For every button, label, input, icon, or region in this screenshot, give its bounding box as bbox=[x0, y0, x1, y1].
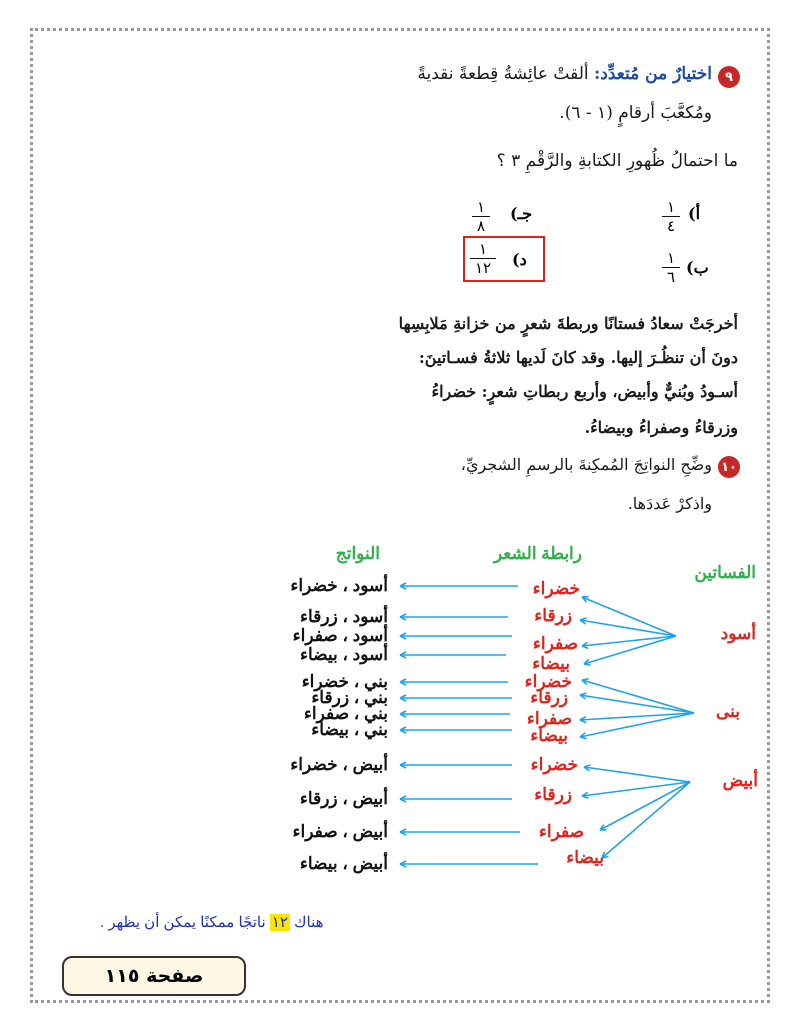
outcome-3: أسود ، صفراء bbox=[292, 626, 388, 645]
option-d-label[interactable]: د) bbox=[512, 250, 527, 269]
ribbon-brown-green: خضراء bbox=[524, 672, 572, 691]
ribbon-white-yellow: صفراء bbox=[538, 822, 584, 841]
ribbon-black-white: بيضاء bbox=[532, 654, 570, 673]
answer-sentence bbox=[100, 913, 324, 931]
ribbon-brown-blue: زرقاء bbox=[530, 688, 568, 707]
paragraph-line-3: أسـودُ وبُنيٌّ وأبيض، وأربع ربطاتِ شعرٍ: خضراءُ bbox=[431, 382, 738, 401]
option-c-fraction: ١ ٨ bbox=[472, 199, 490, 234]
ribbon-brown-white: بيضاء bbox=[530, 726, 568, 745]
outcome-5: بني ، خضراء bbox=[301, 672, 388, 691]
ribbon-white-blue: زرقاء bbox=[534, 785, 572, 804]
outcome-7: بني ، صفراء bbox=[303, 704, 388, 723]
paragraph-line-2: دونَ أن تنظُـرَ إليها. وقد كانَ لَديها ثلاثةُ فسـاتينَ: bbox=[418, 348, 738, 367]
outcome-11: أبيض ، صفراء bbox=[292, 822, 388, 841]
branch-dress1-ribbon1 bbox=[582, 597, 676, 636]
outcome-10: أبيض ، زرقاء bbox=[299, 789, 388, 808]
outcome-4: أسود ، بيضاء bbox=[299, 645, 388, 664]
branch-dress3-ribbon4 bbox=[602, 782, 690, 858]
ribbon-black-yellow: صفراء bbox=[532, 634, 578, 653]
branch-dress2-ribbon2 bbox=[580, 695, 694, 713]
ribbon-white-white: بيضاء bbox=[566, 848, 604, 867]
header-dresses: الفساتين bbox=[694, 563, 756, 582]
option-a-label[interactable]: أ) bbox=[688, 204, 701, 223]
outcome-8: بني ، بيضاء bbox=[311, 720, 388, 739]
branch-dress3-ribbon2 bbox=[582, 782, 690, 796]
question-10-badge: ١٠ bbox=[718, 456, 740, 478]
branch-dress1-ribbon2 bbox=[580, 620, 676, 636]
ribbon-black-blue: زرقاء bbox=[534, 606, 572, 625]
branch-dress2-ribbon1 bbox=[582, 680, 694, 713]
answer-prefix: هناك bbox=[294, 914, 324, 931]
outcome-1: أسود ، خضراء bbox=[290, 576, 388, 595]
ribbon-black-green: خضراء bbox=[532, 579, 580, 598]
option-d-fraction: ١ ١٢ bbox=[470, 241, 496, 276]
outcome-6: بني ، زرقاء bbox=[311, 688, 388, 707]
dress-white: أبيض bbox=[722, 771, 758, 790]
question-9-text: ألقتْ عائِشةُ قِطعةً نقديةً bbox=[417, 64, 589, 84]
option-b-fraction: ١ ٦ bbox=[662, 250, 680, 285]
ribbon-brown-yellow: صفراء bbox=[526, 709, 572, 728]
outcome-9: أبيض ، خضراء bbox=[290, 755, 388, 774]
branch-dress3-ribbon3 bbox=[600, 782, 690, 830]
dress-black: أسود bbox=[720, 624, 756, 643]
option-a-fraction: ١ ٤ bbox=[662, 199, 680, 234]
dress-brown: بنى bbox=[715, 702, 740, 721]
outcome-2: أسود ، زرقاء bbox=[300, 607, 388, 626]
question-10-line2: واذكرْ عَددَها. bbox=[627, 494, 712, 513]
ribbon-white-green: خضراء bbox=[530, 755, 578, 774]
option-b-label[interactable]: ب) bbox=[686, 258, 709, 277]
paragraph-line-4: وزرقاءُ وصفراءُ وبيضاءُ. bbox=[584, 418, 738, 437]
question-10-line1: وضِّحِ النواتِجَ المُمكِنةَ بالرسمِ الشجريِّ، bbox=[460, 455, 712, 474]
question-9-type-label: اختيارٌ من مُتعدِّد: bbox=[594, 64, 712, 84]
question-9-badge: ٩ bbox=[718, 66, 740, 88]
branch-dress3-ribbon1 bbox=[584, 767, 690, 782]
outcome-12: أبيض ، بيضاء bbox=[299, 854, 388, 873]
answer-count: ١٢ bbox=[271, 914, 288, 931]
header-outcomes: النواتج bbox=[335, 544, 380, 563]
page-number-label: صفحة ١١٥ bbox=[62, 956, 246, 996]
option-c-label[interactable]: جـ) bbox=[510, 204, 533, 223]
header-ribbon: رابطة الشعر bbox=[493, 544, 582, 563]
paragraph-line-1: أخرجَتْ سعادُ فستانًا وربطةَ شعرٍ من خزانةِ مَلابِسِها bbox=[398, 314, 738, 333]
question-9-question: ما احتمالُ ظُهورِ الكتابةِ والرَّقْمِ ٣ ؟ bbox=[496, 151, 738, 171]
question-9-stem-line2: ومُكعَّبَ أرقامٍ (١ - ٦). bbox=[559, 103, 712, 123]
answer-suffix: ناتجًا ممكنًا يمكن أن يظهر . bbox=[100, 914, 266, 931]
